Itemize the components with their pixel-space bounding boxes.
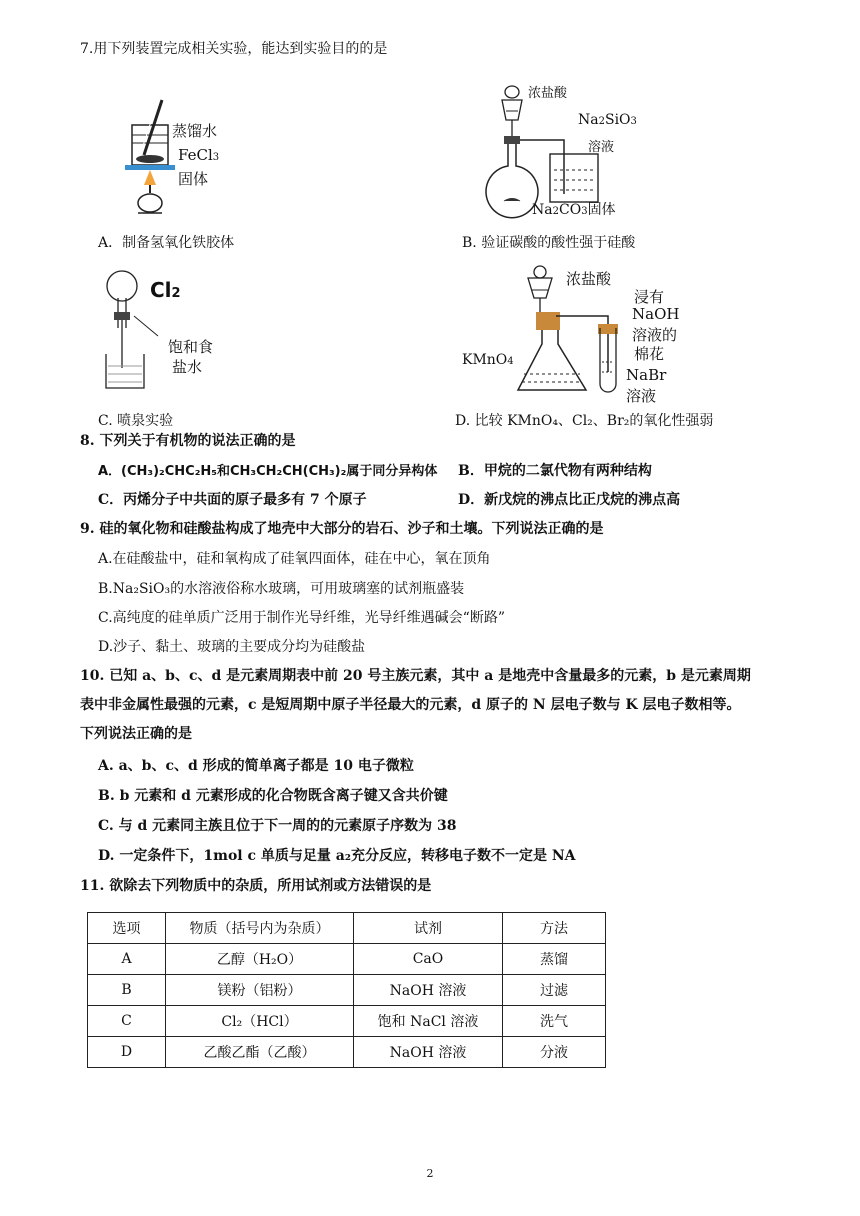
- q11-table: [87, 912, 606, 1068]
- table-header-cell: 选项: [88, 913, 166, 944]
- figure-a-label-water: 蒸馏水: [172, 122, 218, 140]
- table-cell: NaOH 溶液: [354, 1037, 503, 1068]
- q8-option-d: D．新戊烷的沸点比正戊烷的沸点高: [458, 492, 681, 508]
- q8-option-c: C．丙烯分子中共面的原子最多有 7 个原子: [98, 492, 367, 508]
- table-cell: NaOH 溶液: [354, 975, 503, 1006]
- figure-d-label-hcl: 浓盐酸: [566, 270, 612, 288]
- figure-b-label-na2co3: Na2CO3固体: [532, 202, 616, 218]
- figure-d-label-r4: 棉花: [634, 345, 665, 363]
- q9-option-a: A.在硅酸盐中，硅和氧构成了硅氧四面体，硅在中心，氧在顶角: [98, 551, 491, 567]
- figure-b-label-solution: 溶液: [588, 140, 615, 155]
- table-cell: 镁粉（铝粉）: [166, 975, 354, 1006]
- table-cell: D: [88, 1037, 166, 1068]
- q10-stem-line3: 下列说法正确的是: [80, 726, 192, 742]
- table-cell: 乙酸乙酯（乙酸）: [166, 1037, 354, 1068]
- q11-stem: 11. 欲除去下列物质中的杂质，所用试剂或方法错误的是: [80, 878, 432, 894]
- q8-option-b: B．甲烷的二氯代物有两种结构: [458, 463, 652, 479]
- table-row: [88, 944, 606, 975]
- q10-stem-line1: 10. 已知 a、b、c、d 是元素周期表中前 20 号主族元素，其中 a 是地壳中含量最多的元素，b 是元素周期: [80, 668, 751, 684]
- q10-option-b: B. b 元素和 d 元素形成的化合物既含离子键又含共价键: [98, 788, 448, 804]
- page-number: 2: [426, 1167, 434, 1180]
- table-cell: 分液: [503, 1037, 606, 1068]
- option-c-caption: C. 喷泉实验: [98, 413, 174, 429]
- figure-b-label-na2sio3: Na2SiO3: [578, 112, 637, 128]
- q9-option-d: D.沙子、黏土、玻璃的主要成分均为硅酸盐: [98, 639, 366, 655]
- q7-stem: 7.用下列装置完成相关实验，能达到实验目的的是: [80, 41, 388, 57]
- table-row: [88, 1037, 606, 1068]
- figure-d-label-r1: 浸有: [634, 288, 665, 306]
- table-header-cell: 物质（括号内为杂质）: [166, 913, 354, 944]
- figure-d-label-solution: 溶液: [626, 387, 657, 405]
- table-cell: Cl₂（HCl）: [166, 1006, 354, 1037]
- q9-stem: 9. 硅的氧化物和硅酸盐构成了地壳中大部分的岩石、沙子和土壤。下列说法正确的是: [80, 521, 604, 537]
- table-cell: CaO: [354, 944, 503, 975]
- table-cell: 乙醇（H₂O）: [166, 944, 354, 975]
- table-cell: C: [88, 1006, 166, 1037]
- table-header-cell: 方法: [503, 913, 606, 944]
- table-cell: 饱和 NaCl 溶液: [354, 1006, 503, 1037]
- table-cell: A: [88, 944, 166, 975]
- table-row: [88, 975, 606, 1006]
- figure-d-label-r2: NaOH: [632, 305, 680, 323]
- option-a-caption: A．制备氢氧化铁胶体: [98, 235, 235, 251]
- q10-option-a: A. a、b、c、d 形成的简单离子都是 10 电子微粒: [98, 758, 414, 774]
- figure-a-label-solid: 固体: [178, 170, 209, 188]
- q10-option-d: D. 一定条件下，1mol c 单质与足量 a₂充分反应，转移电子数不一定是 NA: [98, 848, 576, 864]
- option-d-caption: D. 比较 KMnO₄、Cl₂、Br₂的氧化性强弱: [455, 413, 714, 429]
- table-cell: 蒸馏: [503, 944, 606, 975]
- q8-option-a: A．(CH₃)₂CHC₂H₅和CH₃CH₂CH(CH₃)₂属于同分异构体: [98, 464, 438, 479]
- q9-option-b: B.Na₂SiO₃的水溶液俗称水玻璃，可用玻璃塞的试剂瓶盛装: [98, 581, 465, 597]
- table-header-row: [88, 913, 606, 944]
- q10-stem-line2: 表中非金属性最强的元素，c 是短周期中原子半径最大的元素，d 原子的 N 层电子数与 K 层电子数相等。: [80, 697, 741, 713]
- figure-b-label-hcl: 浓盐酸: [528, 86, 568, 101]
- table-cell: 洗气: [503, 1006, 606, 1037]
- figure-c-label-cl2: Cl2: [150, 278, 181, 302]
- figure-a-label-fecl3: FeCl3: [178, 146, 220, 164]
- figure-c-label-brine1: 饱和食: [168, 338, 214, 356]
- q9-option-c: C.高纯度的硅单质广泛用于制作光导纤维，光导纤维遇碱会“断路”: [98, 610, 505, 626]
- table-row: [88, 1006, 606, 1037]
- q10-option-c: C. 与 d 元素同主族且位于下一周的的元素原子序数为 38: [98, 818, 457, 834]
- figure-d-label-r3: 溶液的: [632, 326, 678, 344]
- table-cell: B: [88, 975, 166, 1006]
- q8-stem: 8. 下列关于有机物的说法正确的是: [80, 433, 296, 449]
- figure-c-label-brine2: 盐水: [172, 358, 203, 376]
- option-b-caption: B. 验证碳酸的酸性强于硅酸: [462, 235, 636, 251]
- figure-d-label-nabr: NaBr: [626, 366, 667, 384]
- figure-d-label-kmno4: KMnO4: [462, 352, 514, 368]
- table-cell: 过滤: [503, 975, 606, 1006]
- table-header-cell: 试剂: [354, 913, 503, 944]
